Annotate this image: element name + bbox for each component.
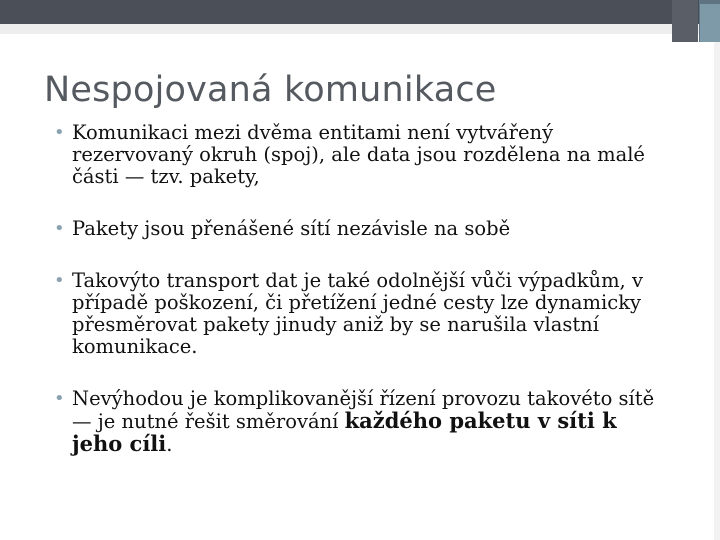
bullet-list <box>52 122 672 456</box>
header-underline <box>0 24 720 34</box>
bullet-text-end: . <box>166 433 173 456</box>
bullet-item <box>52 122 672 188</box>
header-decoration-dark <box>672 0 698 42</box>
bullet-text: Komunikaci mezi dvěma entitami není vytvářený rezervovaný okruh (spoj), ale data jsou rozdělena na malé části — tzv. pakety, <box>72 121 645 188</box>
bullet-text: Nevýhodou je komplikovanější řízení provozu takovéto sítě — je nutné řešit směrování <box>72 387 655 433</box>
side-rule <box>714 42 720 540</box>
bullet-item <box>52 388 672 456</box>
bullet-emphasis: každého paketu v síti k jeho cíli <box>72 408 617 456</box>
slide-title: Nespojovaná komunikace <box>44 70 497 110</box>
bullet-item <box>52 270 672 358</box>
bullet-item <box>52 218 672 240</box>
header-bar <box>0 0 720 24</box>
header-decoration-light <box>700 4 720 42</box>
bullet-text: Pakety jsou přenášené sítí nezávisle na sobě <box>72 217 511 240</box>
bullet-text: Takovýto transport dat je také odolnější vůči výpadkům, v případě poškození, či přetížení jedné cesty lze dynamicky přesměrovat pakety jinudy aniž by se narušila vlastní komunikace. <box>72 269 643 358</box>
